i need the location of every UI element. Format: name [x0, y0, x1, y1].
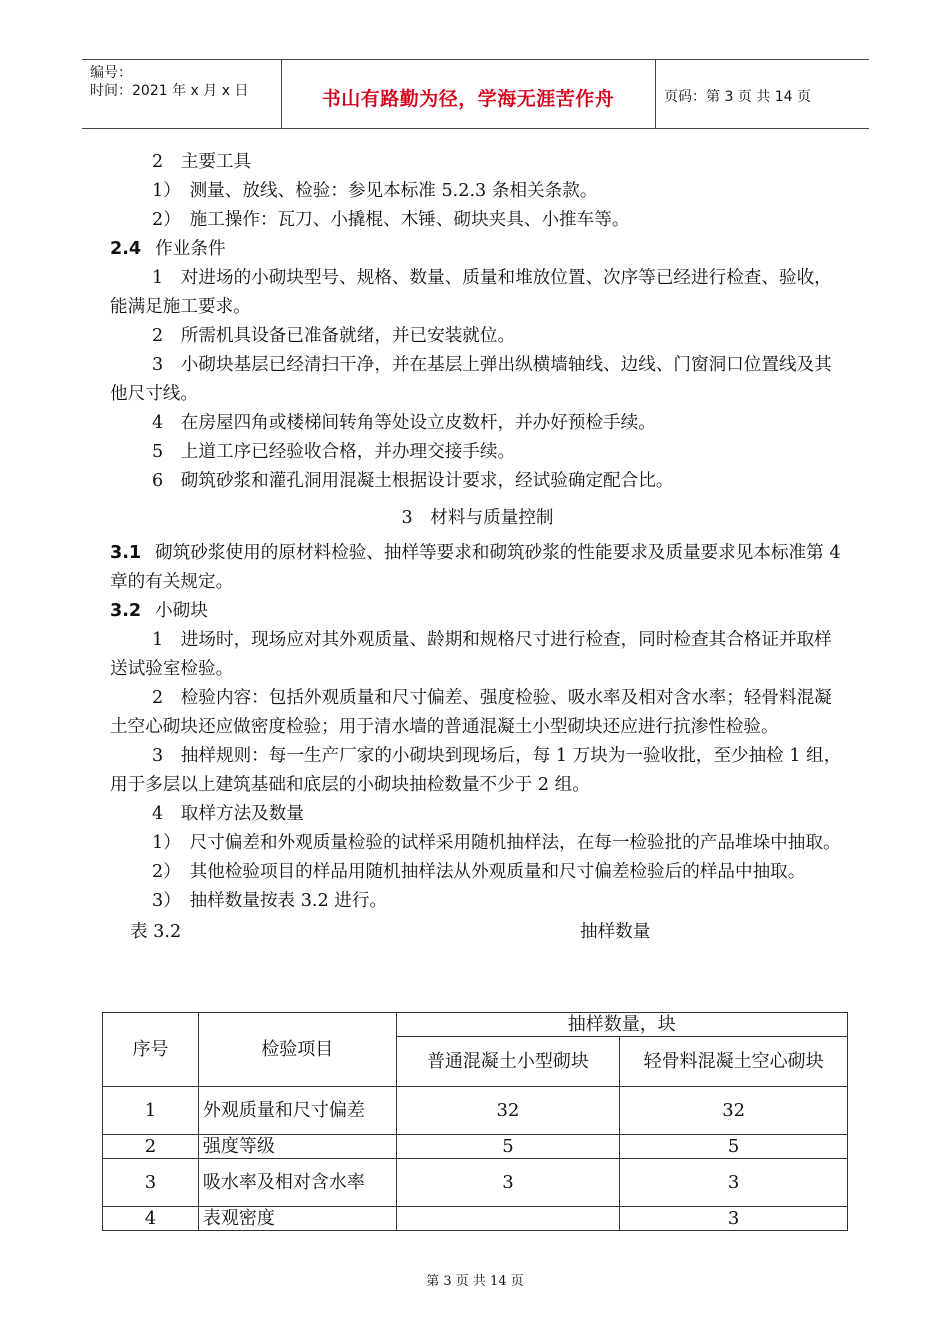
document-body: [110, 148, 845, 944]
section-number: 3.2: [110, 601, 142, 621]
table-row: [103, 1087, 848, 1135]
row-no: 4: [103, 1207, 199, 1231]
row-item: 强度等级: [198, 1135, 396, 1159]
block-item-4-3: 3） 抽样数量按表 3.2 进行。: [152, 891, 388, 911]
section-text: 砌筑砂浆使用的原材料检验、抽样等要求和砌筑砂浆的性能要求及质量要求见本标准第 4 章的有关规定。: [110, 543, 841, 592]
chapter-3-heading: 3 材料与质量控制: [401, 508, 554, 528]
condition-3: 3 小砌块基层已经清扫干净，并在基层上弹出纵横墙轴线、边线、门窗洞口位置线及其他尺寸线。: [110, 355, 832, 404]
table-row: [103, 1159, 848, 1207]
block-item-1: 1 进场时，现场应对其外观质量、龄期和规格尺寸进行检查，同时检查其合格证并取样送试验室检验。: [110, 630, 832, 679]
header-page-info: 页码：第 3 页 共 14 页: [664, 89, 811, 105]
header-meta: [90, 64, 248, 100]
row-value-a: 3: [396, 1159, 620, 1207]
row-no: 2: [103, 1135, 199, 1159]
header-col-b: 轻骨料混凝土空心砌块: [620, 1037, 848, 1087]
section-3-1: [110, 539, 845, 597]
section-title: 小砌块: [155, 601, 208, 621]
tools-item-1: 1） 测量、放线、检验：参见本标准 5.2.3 条相关条款。: [152, 181, 598, 201]
page-footer: 第 3 页 共 14 页: [426, 1274, 524, 1289]
header-motto: 书山有路勤为径，学海无涯苦作舟: [321, 88, 615, 110]
section-number: 2.4: [110, 239, 142, 259]
row-value-b: 3: [620, 1159, 848, 1207]
condition-6: 6 砌筑砂浆和灌孔洞用混凝土根据设计要求，经试验确定配合比。: [152, 471, 674, 491]
tools-item-2: 2） 施工操作：瓦刀、小撬棍、木锤、砌块夹具、小推车等。: [152, 210, 630, 230]
row-item: 外观质量和尺寸偏差: [198, 1087, 396, 1135]
block-item-4-2: 2） 其他检验项目的样品用随机抽样法从外观质量和尺寸偏差检验后的样品中抽取。: [152, 862, 806, 882]
table-title: 抽样数量: [580, 922, 651, 942]
sampling-table: [102, 1012, 848, 1231]
section-3-2-heading: [110, 597, 845, 626]
condition-2: 2 所需机具设备已准备就绪，并已安装就位。: [152, 326, 516, 346]
row-item: 表观密度: [198, 1207, 396, 1231]
table-number: 表 3.2: [130, 922, 182, 942]
document-date: 时间：2021 年 x 月 x 日: [90, 83, 249, 99]
table-caption: [110, 918, 845, 944]
table-row: [103, 1135, 848, 1159]
block-item-3: 3 抽样规则：每一生产厂家的小砌块到现场后，每 1 万块为一验收批，至少抽检 1 组，用于多层以上建筑基础和底层的小砌块抽检数量不少于 2 组。: [110, 746, 842, 795]
section-title: 作业条件: [155, 239, 226, 259]
condition-4: 4 在房屋四角或楼梯间转角等处设立皮数杆，并办好预检手续。: [152, 413, 656, 433]
condition-5: 5 上道工序已经验收合格，并办理交接手续。: [152, 442, 516, 462]
table-header-row: [103, 1013, 848, 1037]
block-item-4: 4 取样方法及数量: [152, 804, 304, 824]
row-item: 吸水率及相对含水率: [198, 1159, 396, 1207]
row-value-a: 5: [396, 1135, 620, 1159]
section-number: 3.1: [110, 543, 142, 563]
row-value-b: 5: [620, 1135, 848, 1159]
header-item: 检验项目: [198, 1013, 396, 1087]
header-qty-group: 抽样数量，块: [396, 1013, 847, 1037]
row-value-b: 32: [620, 1087, 848, 1135]
section-2-4-heading: [110, 235, 845, 264]
header-col-a: 普通混凝土小型砌块: [396, 1037, 620, 1087]
header-no: 序号: [103, 1013, 199, 1087]
table-row: [103, 1207, 848, 1231]
block-item-4-1: 1） 尺寸偏差和外观质量检验的试样采用随机抽样法，在每一检验批的产品堆垛中抽取。: [152, 833, 841, 853]
header-divider: [655, 60, 656, 128]
row-value-b: 3: [620, 1207, 848, 1231]
page-header: [82, 59, 869, 129]
document-number-label: 编号：: [90, 65, 132, 81]
row-no: 3: [103, 1159, 199, 1207]
condition-1: 1 对进场的小砌块型号、规格、数量、质量和堆放位置、次序等已经进行检查、验收，能满足施工要求。: [110, 268, 832, 317]
row-value-a: [396, 1207, 620, 1231]
row-no: 1: [103, 1087, 199, 1135]
block-item-2: 2 检验内容：包括外观质量和尺寸偏差、强度检验、吸水率及相对含水率；轻骨料混凝土空心砌块还应做密度检验；用于清水墙的普通混凝土小型砌块还应进行抗渗性检验。: [110, 688, 832, 737]
tools-title: 2 主要工具: [152, 152, 252, 172]
row-value-a: 32: [396, 1087, 620, 1135]
